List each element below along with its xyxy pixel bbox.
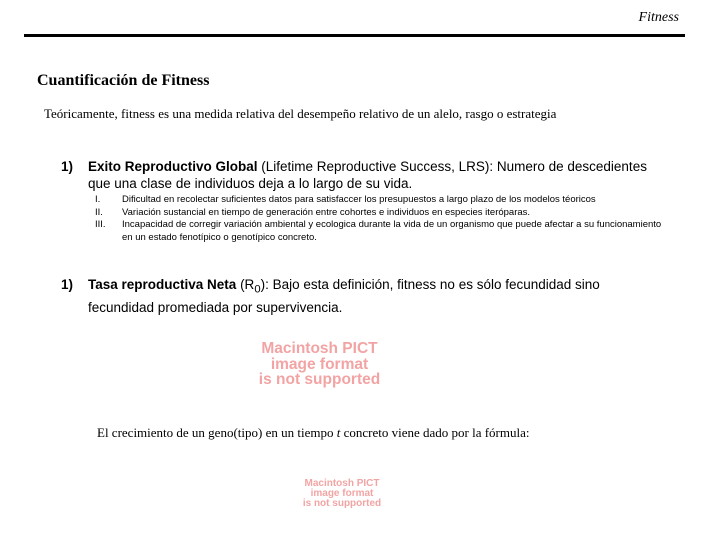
sublist-item <box>95 194 665 207</box>
sublist-numeral: III. <box>95 219 106 230</box>
sublist-item <box>95 219 665 244</box>
definition-r0: ): Bajo esta definición, fitness no es sólo fecundidad sino fecundidad promediada por supervivencia. <box>88 277 600 315</box>
list-item-r0 <box>61 276 661 316</box>
list-item-number: 1) <box>61 159 74 174</box>
sublist-text: Dificultad en recolectar suficientes datos para satisfaccer los presupuestos a largo plazo de los modelos téoricos <box>122 194 596 205</box>
intro-paragraph: Teóricamente, fitness es una medida relativa del desempeño relativo de un alelo, rasgo o estrategia <box>44 106 557 121</box>
list-item-body <box>88 158 661 192</box>
definition-lrs: (Lifetime Reproductive Success, LRS): Numero de descedientes que una clase de individuos deja a lo largo de su vida. <box>88 159 647 191</box>
term-lrs: Exito Reproductivo Global <box>88 159 258 174</box>
list-item-body <box>88 276 661 316</box>
placeholder-line: Macintosh PICT <box>304 478 380 489</box>
slide-title: Fitness <box>638 10 679 25</box>
symbol-subscript: 0 <box>254 283 261 296</box>
sublist-text: Variación sustancial en tiempo de generación entre cohortes e individuos en especies iteróparas. <box>122 206 531 218</box>
unsupported-formula-placeholder <box>282 479 402 509</box>
list-item-lrs <box>61 158 661 192</box>
placeholder-line: image format <box>310 488 374 499</box>
header-divider <box>24 34 685 37</box>
term-r0: Tasa reproductiva Neta <box>88 277 237 292</box>
placeholder-line: is not supported <box>258 371 381 388</box>
section-heading: Cuantificación de Fitness <box>37 72 210 89</box>
sublist-item <box>95 207 665 220</box>
sublist-numeral: II. <box>95 206 103 218</box>
symbol-r: (R <box>236 277 255 292</box>
formula-intro <box>97 425 530 441</box>
sublist-numeral: I. <box>95 194 101 205</box>
sublist <box>95 194 665 244</box>
sublist-text: Incapacidad de corregir variación ambiental y ecologica durante la vida de un organismo que puede afectar a su funcionamiento en un estado fenotípico o genotípico concreto. <box>122 219 662 243</box>
unsupported-image-placeholder <box>192 341 447 388</box>
formula-intro-text: concreto viene dado por la fórmula: <box>340 425 530 440</box>
placeholder-line: image format <box>270 355 369 373</box>
placeholder-line: is not supported <box>302 498 382 509</box>
time-variable: t <box>336 425 341 440</box>
formula-intro-text: El crecimiento de un geno(tipo) en un tiempo <box>97 425 337 440</box>
list-item-number: 1) <box>61 277 74 292</box>
placeholder-line: Macintosh PICT <box>261 340 378 357</box>
